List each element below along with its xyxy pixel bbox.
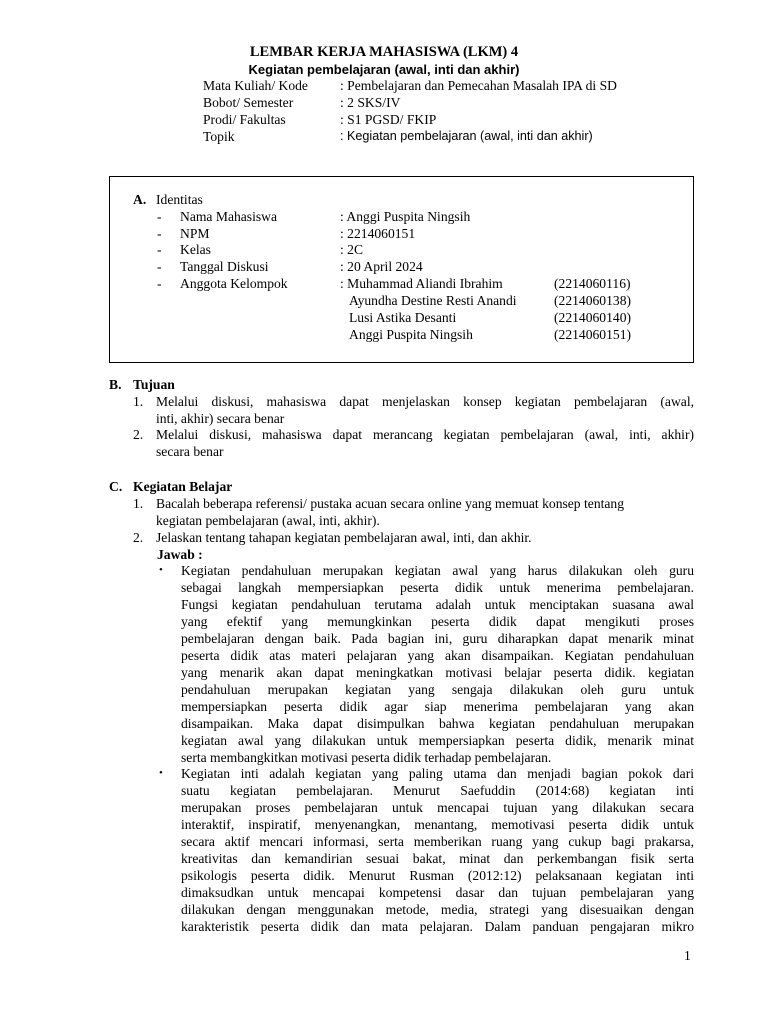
field-value: : 20 April 2024 <box>340 259 423 274</box>
tujuan-item-1 <box>156 393 694 427</box>
meta-value: : 2 SKS/IV <box>340 95 401 110</box>
member-name: Ayundha Destine Resti Anandi <box>349 293 517 308</box>
dash: - <box>157 242 162 257</box>
identity-heading: Identitas <box>156 192 203 207</box>
member-npm: (2214060151) <box>554 327 632 342</box>
meta-label: Mata Kuliah/ Kode <box>203 78 308 93</box>
dash: - <box>157 226 162 241</box>
text-line: mempersiapkan peserta didik agar siap menerima pembelajaran yang akan <box>181 699 694 714</box>
meta-label: Bobot/ Semester <box>203 95 294 110</box>
section-letter-b: B. <box>109 377 122 392</box>
tujuan-item-2 <box>156 426 694 460</box>
text-line: Melalui diskusi, mahasiswa dapat merancang kegiatan pembelajaran (awal, inti, akhir) <box>156 427 694 442</box>
field-label: Tanggal Diskusi <box>180 259 269 274</box>
meta-value: : Kegiatan pembelajaran (awal, inti dan akhir) <box>340 129 593 143</box>
text-line: pembelajaran dengan baik. Pada bagian ini, guru diharapkan dapat menarik minat <box>181 631 694 646</box>
text-line: Kegiatan inti adalah kegiatan yang paling utama dan menjadi bagian pokok dari <box>181 766 694 781</box>
section-letter-a: A. <box>133 192 147 207</box>
text-line: Fungsi kegiatan pendahuluan terutama adalah untuk menciptakan suasana awal <box>181 597 694 612</box>
field-label: Anggota Kelompok <box>180 276 288 291</box>
answer-paragraph-2 <box>181 765 694 935</box>
text-line: inti, akhir) secara benar <box>156 411 285 426</box>
dash: - <box>157 209 162 224</box>
text-line: peserta didik atas materi pelajaran yang akan disampaikan. Kegiatan pendahuluan <box>181 648 694 663</box>
list-number: 2. <box>133 530 144 545</box>
text-line: secara benar <box>156 444 224 459</box>
text-line: disampaikan. Maka dapat disimpulkan bahwa kegiatan pendahuluan merupakan <box>181 716 694 731</box>
document-subtitle: Kegiatan pembelajaran (awal, inti dan akhir) <box>248 62 520 77</box>
text-line: Jelaskan tentang tahapan kegiatan pembelajaran awal, inti, dan akhir. <box>156 530 532 545</box>
meta-label: Prodi/ Fakultas <box>203 112 286 127</box>
text-line: serta membangkitkan motivasi peserta didik terhadap pembelajaran. <box>181 750 552 765</box>
answer-paragraph-1 <box>181 562 694 766</box>
meta-value: : S1 PGSD/ FKIP <box>340 112 437 127</box>
text-line: interaktif, inspiratif, menyenangkan, menantang, memotivasi peserta didik untuk <box>181 817 694 832</box>
dash: - <box>157 276 162 291</box>
text-line: dimaksudkan untuk mencapai kompetensi dasar dan tujuan pembelajaran yang <box>181 885 694 900</box>
member-name: Anggi Puspita Ningsih <box>349 327 473 342</box>
text-line: secara aktif mencari informasi, serta memberikan ruang yang cukup bagi prakarsa, <box>181 834 694 849</box>
member-npm: (2214060140) <box>554 310 632 325</box>
field-label: Nama Mahasiswa <box>180 209 278 224</box>
document-title: LEMBAR KERJA MAHASISWA (LKM) 4 <box>249 44 519 60</box>
member-npm: (2214060116) <box>554 276 631 291</box>
text-line: merupakan proses pembelajaran untuk mencapai tujuan yang dilakukan secara <box>181 800 694 815</box>
text-line: Bacalah beberapa referensi/ pustaka acuan secara online yang memuat konsep tentang <box>156 496 625 511</box>
kegiatan-heading: Kegiatan Belajar <box>133 479 233 494</box>
text-line: psikologis peserta didik. Menurut Rusman (2012:12) pelaksanaan kegiatan inti <box>181 868 694 883</box>
field-label: NPM <box>180 226 210 241</box>
member-name: Lusi Astika Desanti <box>349 310 457 325</box>
field-label: Kelas <box>180 242 211 257</box>
list-number: 1. <box>133 394 144 409</box>
text-line: karakteristik peserta didik dan mata pelajaran. Dalam panduan pengajaran mikro <box>181 919 694 934</box>
dash: - <box>157 259 162 274</box>
text-line: suatu kegiatan pembelajaran. Menurut Saefuddin (2014:68) kegiatan inti <box>181 783 694 798</box>
text-line: yang efektif yang memungkinkan peserta didik dapat mengikuti proses <box>181 614 694 629</box>
text-line: kreativitas dan kemandirian sesuai bakat, minat dan perkembangan fisik serta <box>181 851 694 866</box>
field-value: : 2214060151 <box>340 226 416 241</box>
list-number: 1. <box>133 496 144 511</box>
field-value: : Anggi Puspita Ningsih <box>340 209 471 224</box>
bullet-icon: • <box>159 564 163 576</box>
meta-label: Topik <box>203 129 235 144</box>
text-line: Kegiatan pendahuluan merupakan kegiatan awal yang harus dilakukan oleh guru <box>181 563 694 578</box>
bullet-icon: • <box>159 767 163 779</box>
member-npm: (2214060138) <box>554 293 632 308</box>
text-line: yang menarik akan dapat meningkatkan motivasi belajar peserta didik. kegiatan <box>181 665 694 680</box>
text-line: dilakukan dengan menggunakan metode, media, strategi yang disesuaikan dengan <box>181 902 694 917</box>
text-line: kegiatan pembelajaran (awal, inti, akhir). <box>156 513 380 528</box>
page-number: 1 <box>684 948 691 963</box>
tujuan-heading: Tujuan <box>133 377 175 392</box>
field-value: : Muhammad Aliandi Ibrahim <box>340 276 503 291</box>
meta-value: : Pembelajaran dan Pemecahan Masalah IPA di SD <box>340 78 617 93</box>
text-line: sebagai langkah mempersiapkan peserta didik untuk menerima pembelajaran. <box>181 580 694 595</box>
text-line: kegiatan awal yang dilakukan untuk mempersiapkan peserta didik, menarik minat <box>181 733 694 748</box>
list-number: 2. <box>133 427 144 442</box>
field-value: : 2C <box>340 242 364 257</box>
text-line: Melalui diskusi, mahasiswa dapat menjelaskan konsep kegiatan pembelajaran (awal, <box>156 394 694 409</box>
text-line: pendahuluan merupakan kegiatan yang sengaja dilakukan oleh guru untuk <box>181 682 694 697</box>
answer-label: Jawab : <box>157 547 203 562</box>
section-letter-c: C. <box>109 479 123 494</box>
